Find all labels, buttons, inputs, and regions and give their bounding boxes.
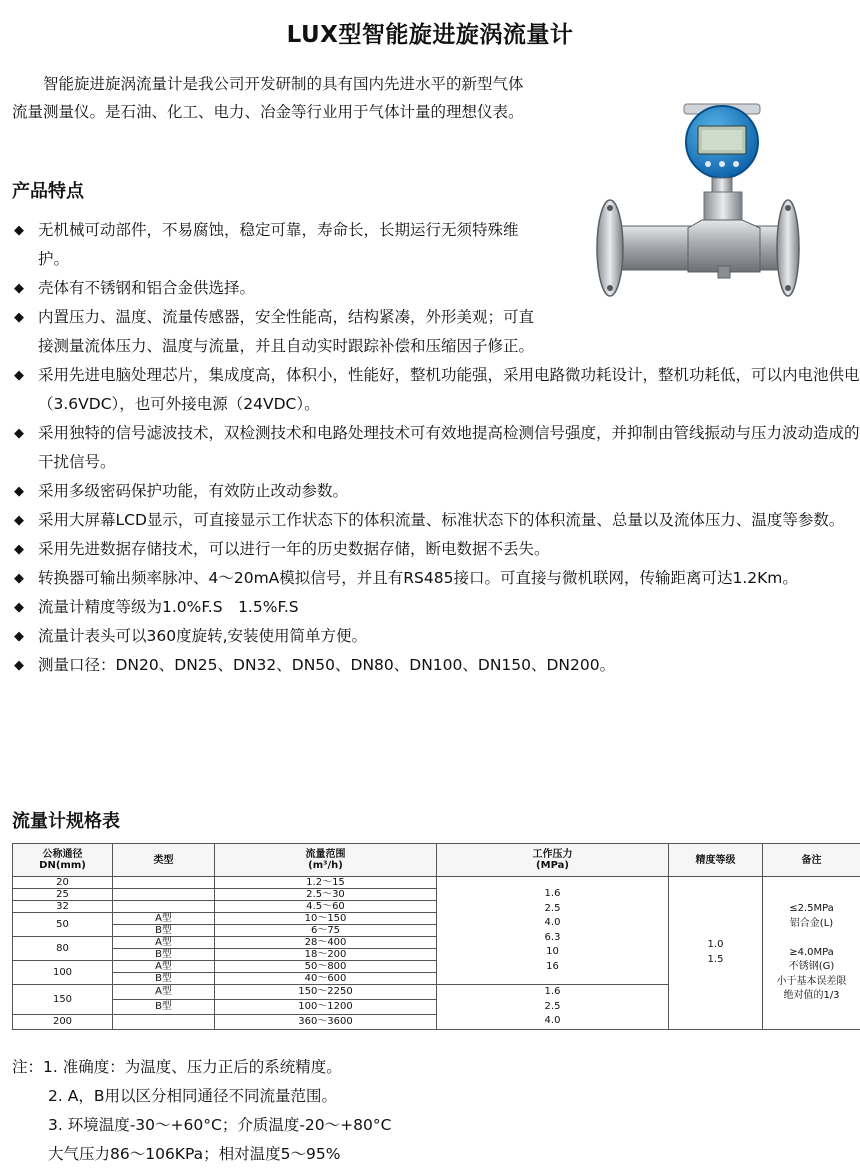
feature-item: ◆ 采用先进电脑处理芯片，集成度高，体积小，性能好，整机功能强，采用电路微功耗设计，整机功耗低，可以内电池供电（3.6VDC），也可外接电源（24VDC）。: [14, 361, 860, 419]
diamond-bullet-icon: ◆: [14, 571, 24, 586]
diamond-bullet-icon: ◆: [14, 484, 24, 499]
note-item: 3. 环境温度-30～+60°C；介质温度-20～+80°C: [48, 1116, 392, 1134]
header-accuracy: 精度等级: [669, 844, 763, 877]
table-row: B型 18～200: [13, 949, 860, 961]
feature-item: ◆ 采用先进数据存储技术，可以进行一年的历史数据存储，断电数据不丢失。: [14, 535, 860, 564]
feature-item: ◆ 壳体有不锈钢和铝合金供选择。: [14, 274, 539, 303]
feature-item: ◆ 无机械可动部件，不易腐蚀，稳定可靠，寿命长，长期运行无须特殊维护。: [14, 216, 539, 274]
diamond-bullet-icon: ◆: [14, 368, 24, 383]
pressure-group-1: 1.6 2.5 4.0 6.3 10 16: [437, 877, 669, 985]
feature-item: ◆ 采用大屏幕LCD显示，可直接显示工作状态下的体积流量、标准状态下的体积流量、总量以及流体压力、温度等参数。: [14, 506, 860, 535]
note-item: 2. A，B用以区分相同通径不同流量范围。: [48, 1087, 337, 1105]
diamond-bullet-icon: ◆: [14, 223, 24, 238]
header-pressure: 工作压力 (MPa): [437, 844, 669, 877]
pressure-group-2: 1.6 2.5 4.0: [437, 985, 669, 1030]
header-type: 类型: [113, 844, 215, 877]
intro-text: 智能旋进旋涡流量计是我公司开发研制的具有国内先进水平的新型气体流量测量仪。是石油、化工、电力、冶金等行业用于气体计量的理想仪表。: [12, 75, 524, 121]
diamond-bullet-icon: ◆: [14, 310, 24, 325]
feature-list: [14, 216, 860, 680]
features-heading: 产品特点: [12, 181, 84, 202]
table-row: 32 4.5～60: [13, 901, 860, 913]
table-row: 20 1.2～15 1.6 2.5 4.0 6.3 10 16 1.0 1.5 ≤2.5MPa 铝合金(L) ≥4.0MPa 不锈钢(G) 小于基本误差限 绝对值的1/3: [13, 877, 860, 889]
table-row: 80 A型 28～400: [13, 937, 860, 949]
table-row: 200 360～3600: [13, 1014, 860, 1029]
feature-item: ◆ 测量口径：DN20、DN25、DN32、DN50、DN80、DN100、DN150、DN200。: [14, 651, 860, 680]
table-row: B型 40～600: [13, 973, 860, 985]
feature-item: ◆ 流量计表头可以360度旋转,安装使用简单方便。: [14, 622, 860, 651]
diamond-bullet-icon: ◆: [14, 281, 24, 296]
header-range: 流量范围 (m³/h): [215, 844, 437, 877]
notes-section: [12, 1053, 391, 1169]
spec-table: [12, 843, 860, 1030]
note-item: 大气压力86～106KPa；相对温度5～95%: [48, 1145, 341, 1163]
feature-item: ◆ 转换器可输出频率脉冲、4～20mA模拟信号，并且有RS485接口。可直接与微机联网，传输距离可达1.2Km。: [14, 564, 860, 593]
header-dn: 公称通径 DN(mm): [13, 844, 113, 877]
feature-item: ◆ 内置压力、温度、流量传感器，安全性能高，结构紧凑，外形美观；可直接测量流体压力、温度与流量，并且自动实时跟踪补偿和压缩因子修正。: [14, 303, 539, 361]
feature-item: ◆ 采用多级密码保护功能，有效防止改动参数。: [14, 477, 860, 506]
diamond-bullet-icon: ◆: [14, 426, 24, 441]
feature-item: ◆ 流量计精度等级为1.0%F.S 1.5%F.S: [14, 593, 860, 622]
table-row: 150 A型 150～2250 1.6 2.5 4.0: [13, 985, 860, 1000]
page-title: LUX型智能旋进旋涡流量计: [286, 22, 574, 48]
table-row: 100 A型 50～800: [13, 961, 860, 973]
diamond-bullet-icon: ◆: [14, 600, 24, 615]
spec-heading: 流量计规格表: [12, 811, 120, 832]
table-row: B型 100～1200: [13, 999, 860, 1014]
diamond-bullet-icon: ◆: [14, 542, 24, 557]
diamond-bullet-icon: ◆: [14, 658, 24, 673]
diamond-bullet-icon: ◆: [14, 513, 24, 528]
note-item: 注：1. 准确度：为温度、压力正后的系统精度。: [12, 1058, 342, 1076]
diamond-bullet-icon: ◆: [14, 629, 24, 644]
accuracy-cell: 1.0 1.5: [669, 877, 763, 1030]
table-row: B型 6～75: [13, 925, 860, 937]
header-remarks: 备注: [763, 844, 860, 877]
table-row: 50 A型 10～150: [13, 913, 860, 925]
table-header-row: [13, 844, 860, 877]
notes-label: 注：: [12, 1058, 44, 1076]
remarks-cell: ≤2.5MPa 铝合金(L) ≥4.0MPa 不锈钢(G) 小于基本误差限 绝对值的1/3: [763, 877, 860, 1030]
table-row: 25 2.5～30: [13, 889, 860, 901]
intro-paragraph: [12, 70, 532, 126]
feature-item: ◆ 采用独特的信号滤波技术，双检测技术和电路处理技术可有效地提高检测信号强度，并抑制由管线振动与压力波动造成的干扰信号。: [14, 419, 860, 477]
